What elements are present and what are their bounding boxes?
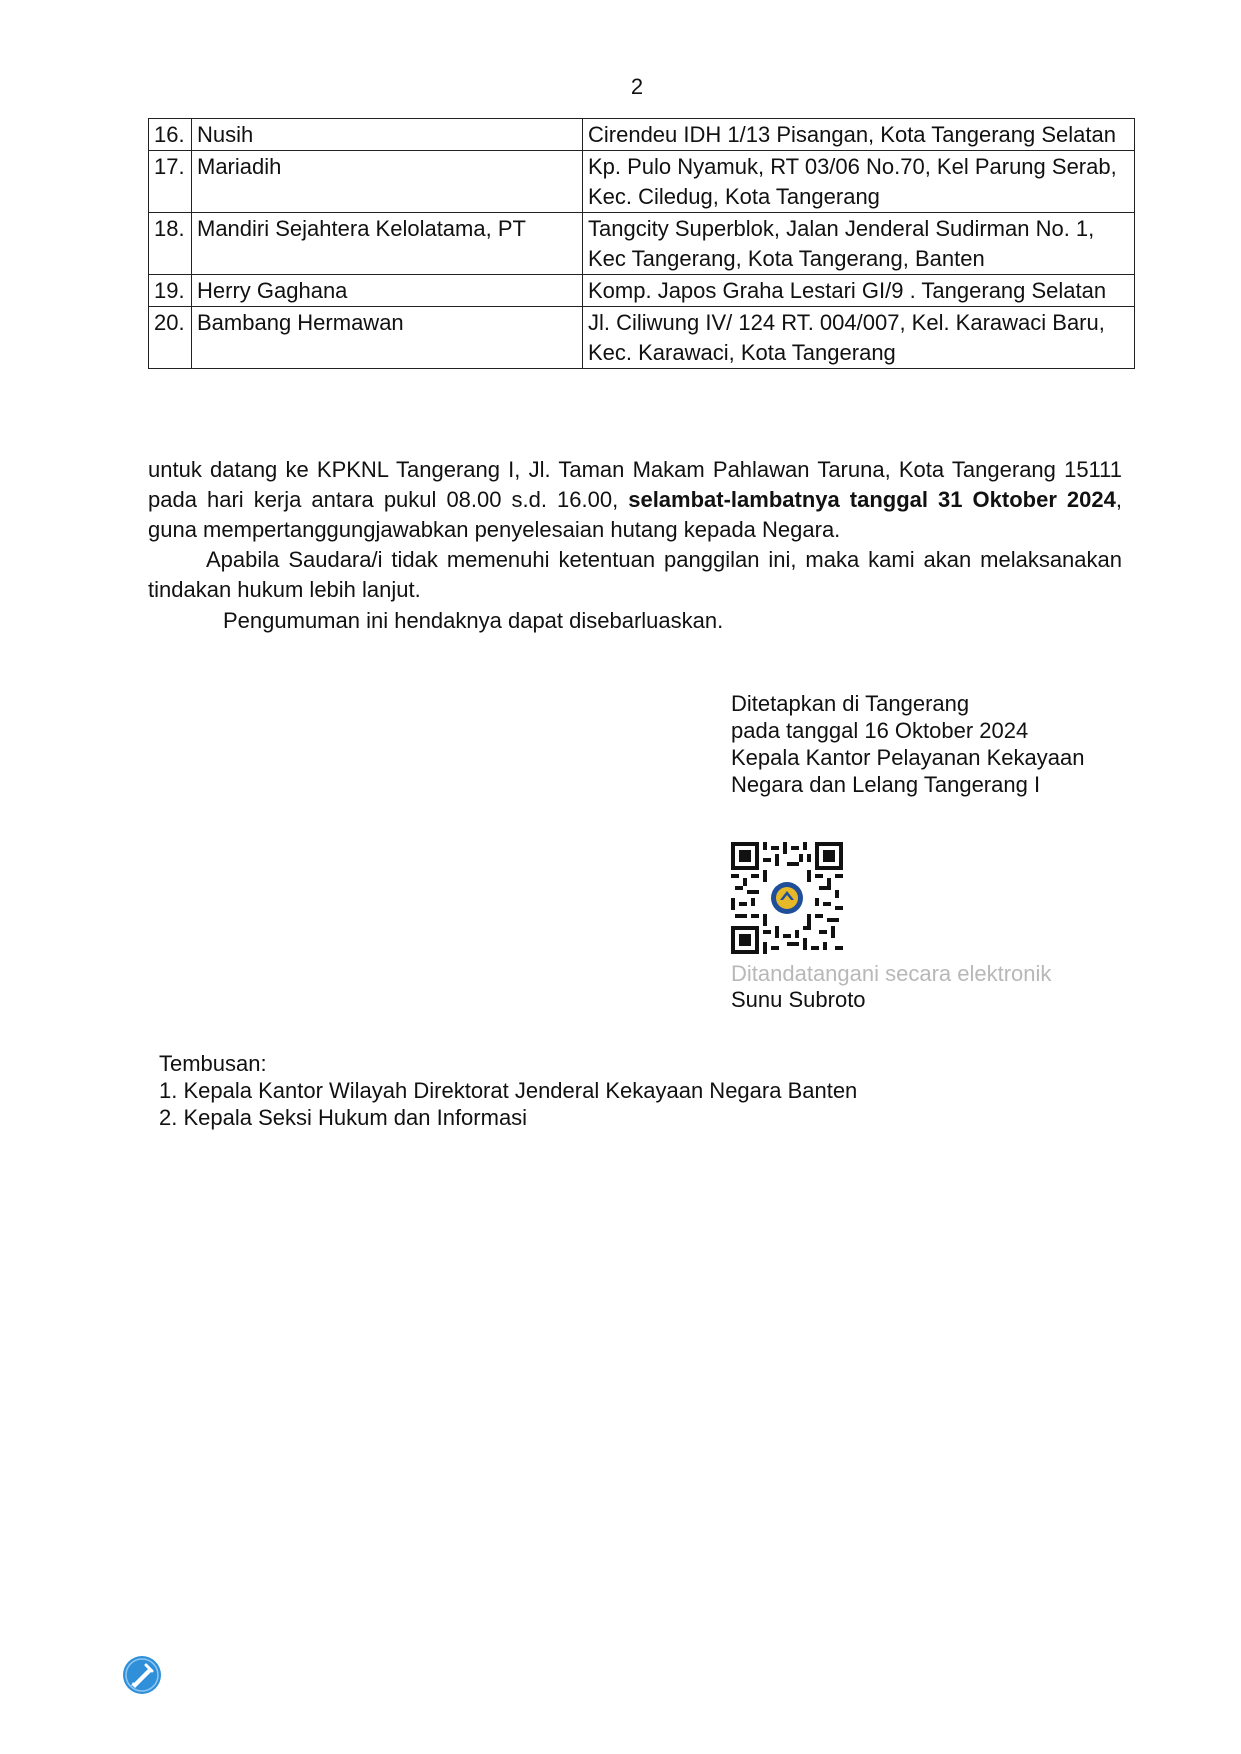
summons-paragraph (148, 455, 1122, 545)
dissemination-paragraph: Pengumuman ini hendaknya dapat disebarluaskan. (223, 608, 724, 633)
pen-badge-icon (122, 1655, 162, 1695)
deadline-text: selambat-lambatnya tanggal 31 Oktober 2024 (628, 487, 1116, 512)
debtor-address: Komp. Japos Graha Lestari GI/9 . Tangerang Selatan (583, 275, 1135, 307)
debtor-address: Cirendeu IDH 1/13 Pisangan, Kota Tangerang Selatan (583, 119, 1135, 151)
cc-item: 2. Kepala Seksi Hukum dan Informasi (159, 1105, 528, 1130)
table-row (149, 119, 1135, 151)
cc-title: Tembusan: (159, 1051, 267, 1076)
cc-item: 1. Kepala Kantor Wilayah Direktorat Jenderal Kekayaan Negara Banten (159, 1078, 858, 1103)
qr-code-icon (731, 842, 843, 954)
signer-name: Sunu Subroto (731, 987, 866, 1012)
signature-block (731, 690, 1084, 798)
table-row (149, 275, 1135, 307)
summons-text: untuk datang ke KPKNL Tangerang I, Jl. Taman Makam Pahlawan Taruna, Kota Tangerang 15111 pada hari kerja antara pukul 08.00 s.d. 16.00, (148, 457, 1122, 512)
signature-position: Kepala Kantor Pelayanan Kekayaan (731, 745, 1085, 770)
debtor-address: Kp. Pulo Nyamuk, RT 03/06 No.70, Kel Parung Serab, Kec. Ciledug, Kota Tangerang (583, 151, 1135, 213)
table-row (149, 151, 1135, 213)
warning-paragraph: Apabila Saudara/i tidak memenuhi ketentuan panggilan ini, maka kami akan melaksanakan tindakan hukum lebih lanjut. (148, 547, 1122, 602)
electronic-signature-note: Ditandatangani secara elektronik (731, 961, 1052, 986)
row-number: 19. (149, 275, 192, 307)
table-row (149, 307, 1135, 369)
debtor-name: Mandiri Sejahtera Kelolatama, PT (192, 213, 583, 275)
debtor-name: Mariadih (192, 151, 583, 213)
page-number: 2 (630, 74, 644, 99)
row-number: 20. (149, 307, 192, 369)
debtor-table (148, 118, 1135, 369)
debtor-name: Nusih (192, 119, 583, 151)
row-number: 16. (149, 119, 192, 151)
debtor-name: Herry Gaghana (192, 275, 583, 307)
signature-place: Ditetapkan di Tangerang (731, 691, 970, 716)
debtor-name: Bambang Hermawan (192, 307, 583, 369)
debtor-address: Jl. Ciliwung IV/ 124 RT. 004/007, Kel. Karawaci Baru, Kec. Karawaci, Kota Tangerang (583, 307, 1135, 369)
row-number: 17. (149, 151, 192, 213)
carbon-copy-list (159, 1050, 857, 1131)
debtor-address: Tangcity Superblok, Jalan Jenderal Sudirman No. 1, Kec Tangerang, Kota Tangerang, Banten (583, 213, 1135, 275)
row-number: 18. (149, 213, 192, 275)
signature-position-2: Negara dan Lelang Tangerang I (731, 772, 1041, 797)
signature-date: pada tanggal 16 Oktober 2024 (731, 718, 1029, 743)
summons-text-end: , guna mempertanggungjawabkan penyelesaian hutang kepada Negara. (148, 487, 1122, 542)
table-row (149, 213, 1135, 275)
